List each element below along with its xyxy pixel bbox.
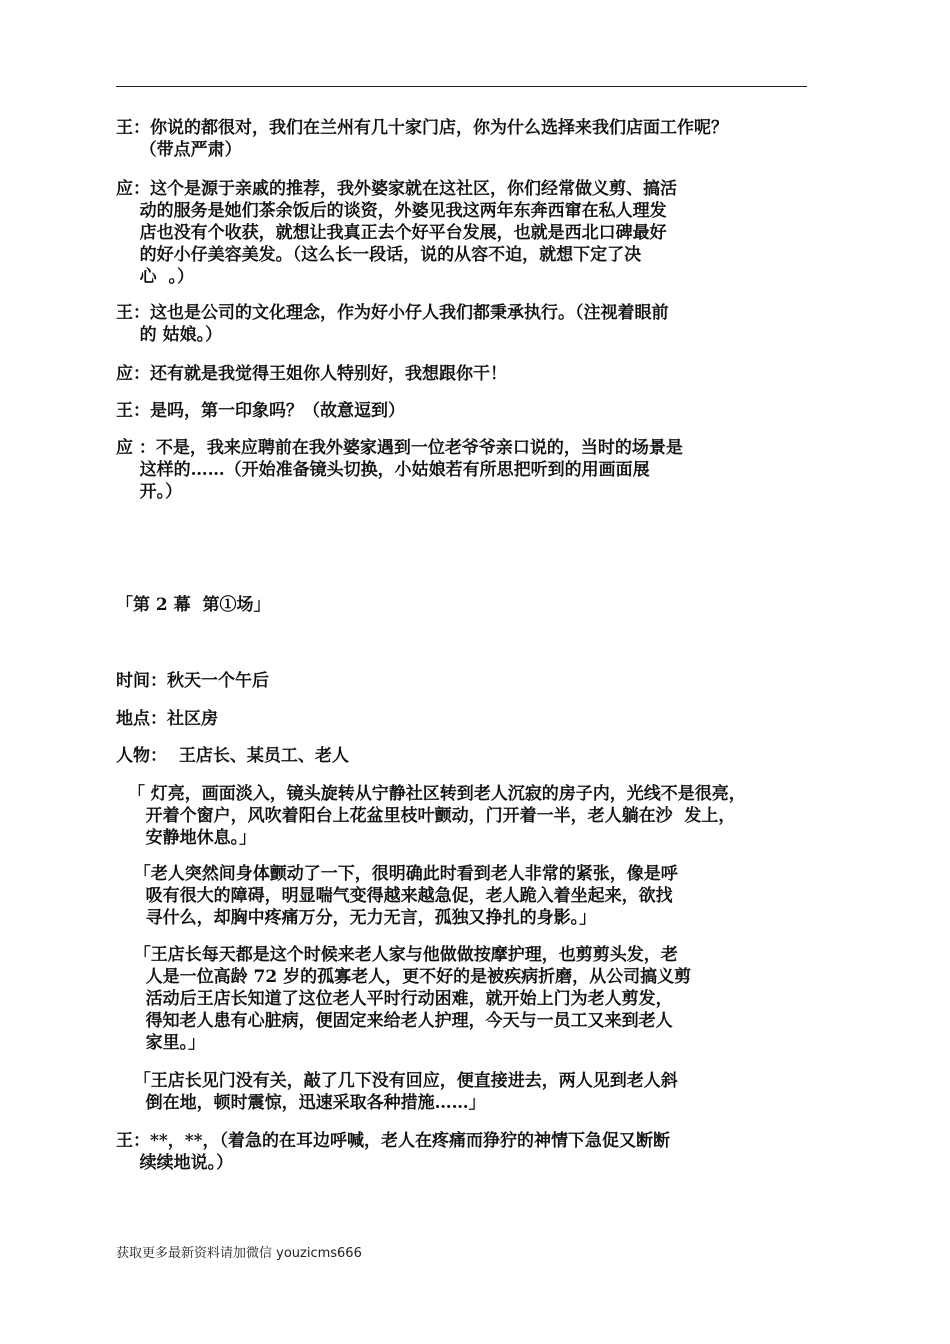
scene-heading: 「第 2 幕 第①场」: [116, 595, 271, 615]
stage-direction-line: 开着个窗户，风吹着阳台上花盆里枝叶颤动，门开着一半，老人躺在沙 发上，: [116, 806, 736, 826]
dialogue-line: 店也没有个收获，就想让我真正去个好平台发展，也就是西北口碑最好: [116, 223, 667, 243]
dialogue-line: 的 姑娘。）: [116, 325, 223, 345]
stage-direction-line: 活动后王店长知道了这位老人平时行动困难，就开始上门为老人剪发，: [116, 989, 673, 1009]
stage-direction-line: 吸有很大的障碍，明显喘气变得越来越急促，老人跪入着坐起来，欲找: [116, 886, 673, 906]
dialogue-line: （带点严肃）: [116, 140, 242, 160]
dialogue-line: 王：你说的都很对，我们在兰州有几十家门店，你为什么选择来我们店面工作呢？: [116, 118, 728, 138]
scene-time: 时间：秋天一个午后: [116, 671, 269, 691]
stage-direction-line: 寻什么，却胸中疼痛万分，无力无言，孤独又挣扎的身影。」: [116, 908, 597, 928]
stage-direction-line: 倒在地，顿时震惊，迅速采取各种措施……」: [116, 1093, 486, 1113]
stage-direction-line: 「 灯亮，画面淡入，镜头旋转从宁静社区转到老人沉寂的房子内，光线不是很亮，: [116, 784, 746, 804]
stage-direction-line: 人是一位高龄 72 岁的孤寡老人，更不好的是被疾病折磨，从公司搞义剪: [116, 967, 692, 987]
scene-characters: 人物： 王店长、某员工、老人: [116, 746, 349, 766]
dialogue-line: 应：还有就是我觉得王姐你人特别好，我想跟你干！: [116, 364, 507, 384]
scene-location: 地点：社区房: [116, 709, 218, 729]
dialogue-line: 王：这也是公司的文化理念，作为好小仔人我们都秉承执行。（注视着眼前: [116, 303, 669, 323]
stage-direction-line: 「老人突然间身体颤动了一下，很明确此时看到老人非常的紧张，像是呼: [116, 864, 678, 884]
stage-direction-line: 「王店长每天都是这个时候来老人家与他做做按摩护理，也剪剪头发，老: [116, 945, 678, 965]
dialogue-line: 续续地说。）: [116, 1153, 234, 1173]
header-rule: [116, 86, 807, 87]
stage-direction-line: 安静地休息。」: [116, 828, 257, 848]
dialogue-line: 心 。）: [116, 267, 195, 287]
dialogue-line: 应：这个是源于亲戚的推荐，我外婆家就在这社区，你们经常做义剪、搞活: [116, 179, 677, 199]
stage-direction-line: 家里。」: [116, 1033, 206, 1053]
dialogue-line: 动的服务是她们茶余饭后的谈资，外婆见我这两年东奔西窜在私人理发: [116, 201, 667, 221]
dialogue-line: 的好小仔美容美发。（这么长一段话，说的从容不迫，就想下定了决: [116, 245, 642, 265]
dialogue-line: 应 ：不是，我来应聘前在我外婆家遇到一位老爷爷亲口说的，当时的场景是: [116, 438, 683, 458]
dialogue-line: 这样的……（开始准备镜头切换，小姑娘若有所思把听到的用画面展: [116, 460, 650, 480]
stage-direction-line: 得知老人患有心脏病，便固定来给老人护理，今天与一员工又来到老人: [116, 1011, 673, 1031]
stage-direction-line: 「王店长见门没有关，敲了几下没有回应，便直接进去，两人见到老人斜: [116, 1071, 678, 1091]
dialogue-line: 开。）: [116, 482, 183, 502]
dialogue-line: 王：是吗，第一印象吗？（故意逗到）: [116, 401, 405, 421]
footer-note: 获取更多最新资料请加微信 youzicms666: [116, 1246, 362, 1261]
dialogue-line: 王：**，**，（着急的在耳边呼喊，老人在疼痛而狰狞的神情下急促又断断: [116, 1131, 671, 1151]
